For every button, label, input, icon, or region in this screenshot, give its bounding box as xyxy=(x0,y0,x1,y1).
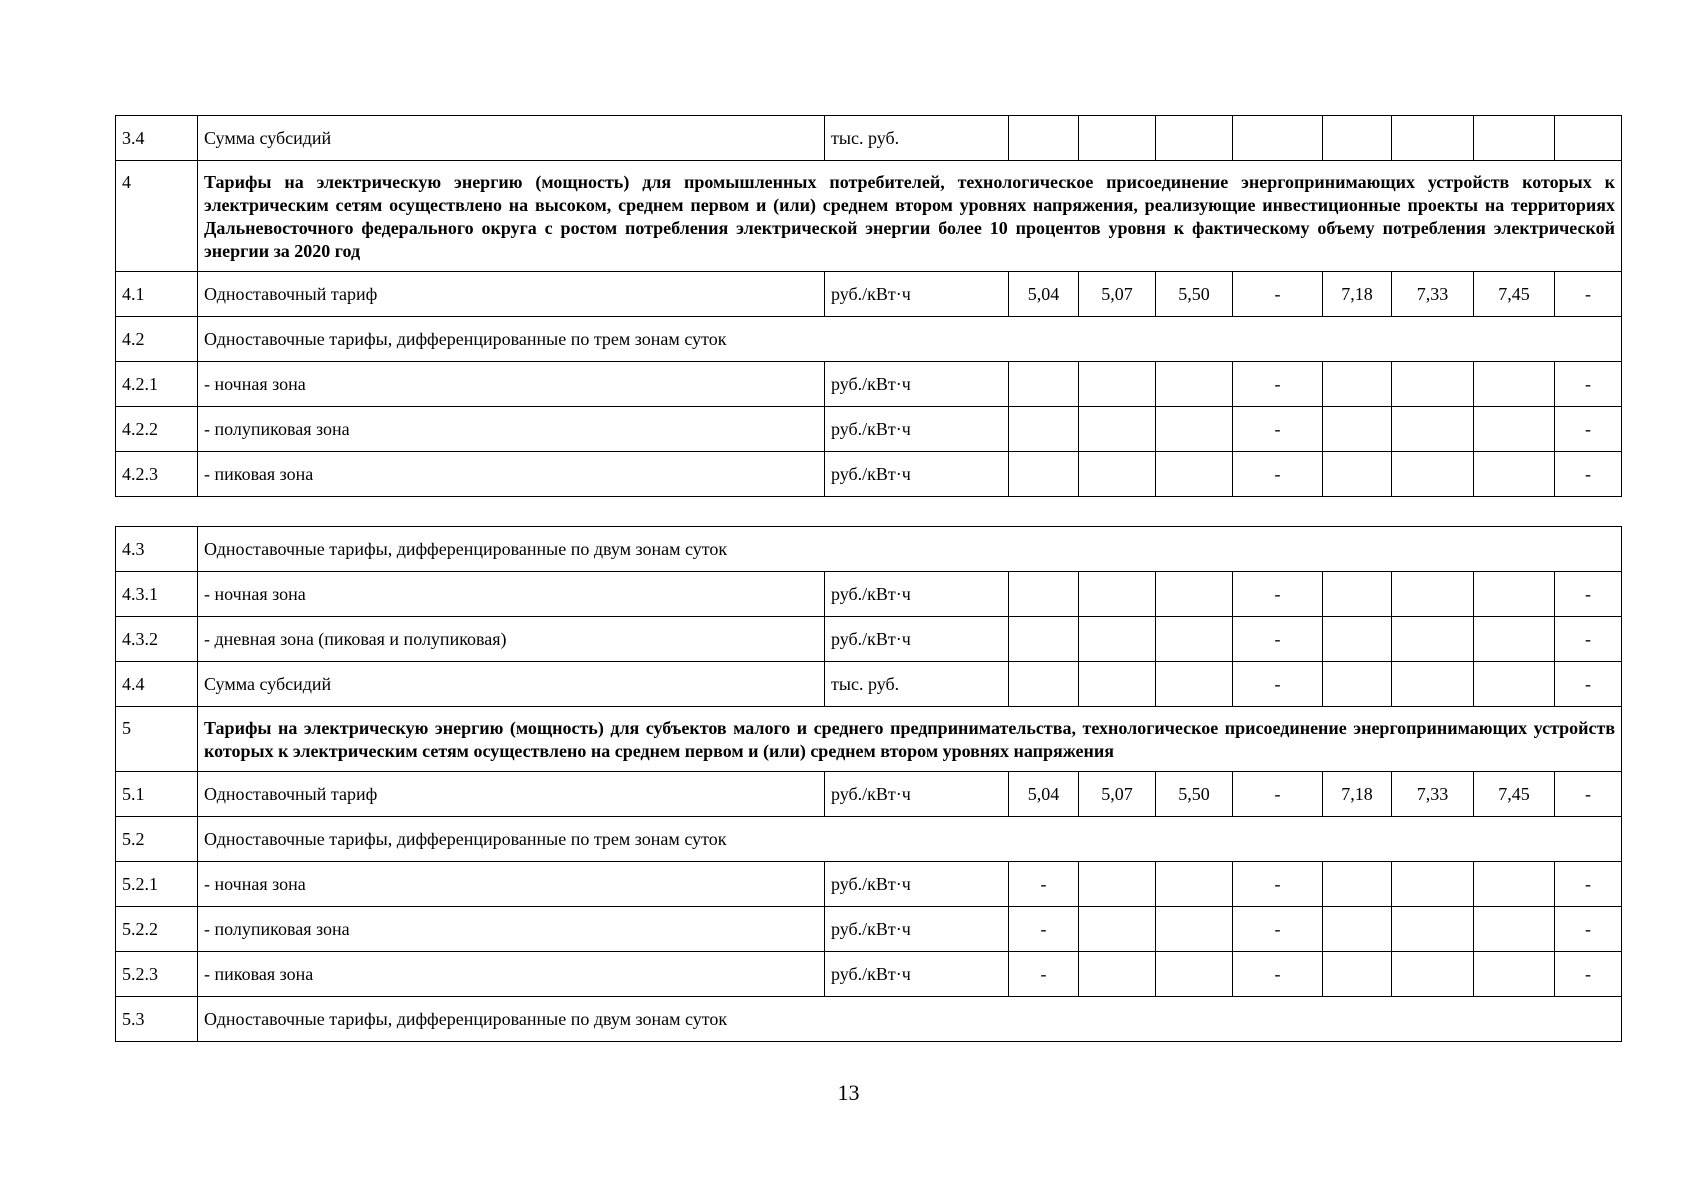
value-cell: 5,07 xyxy=(1079,772,1156,817)
subsection-title: Одноставочные тарифы, дифференцированные по двум зонам суток xyxy=(198,527,1622,572)
value-cell xyxy=(1156,662,1233,707)
value-cell xyxy=(1156,952,1233,997)
value-cell xyxy=(1392,662,1474,707)
value-cell xyxy=(1392,952,1474,997)
tariff-table-part-1 xyxy=(115,115,1622,497)
value-cell: - xyxy=(1233,452,1323,497)
row-unit: руб./кВт·ч xyxy=(825,572,1009,617)
row-number: 4.3.2 xyxy=(116,617,198,662)
value-cell xyxy=(1474,116,1555,161)
value-cell xyxy=(1079,572,1156,617)
table-row xyxy=(116,161,1622,272)
value-cell: - xyxy=(1233,662,1323,707)
value-cell xyxy=(1009,407,1079,452)
value-cell: - xyxy=(1555,407,1622,452)
row-number: 5 xyxy=(116,707,198,772)
value-cell: - xyxy=(1555,907,1622,952)
row-number: 5.2.3 xyxy=(116,952,198,997)
value-cell xyxy=(1156,362,1233,407)
value-cell xyxy=(1079,662,1156,707)
value-cell: 7,18 xyxy=(1323,772,1392,817)
value-cell: - xyxy=(1233,362,1323,407)
value-cell xyxy=(1392,907,1474,952)
row-unit: тыс. руб. xyxy=(825,116,1009,161)
value-cell: - xyxy=(1555,617,1622,662)
value-cell xyxy=(1392,407,1474,452)
value-cell: - xyxy=(1233,772,1323,817)
table-row xyxy=(116,452,1622,497)
tariff-table-part-1-body xyxy=(116,116,1622,497)
value-cell xyxy=(1323,952,1392,997)
value-cell xyxy=(1079,862,1156,907)
value-cell: - xyxy=(1009,862,1079,907)
value-cell xyxy=(1323,662,1392,707)
value-cell: - xyxy=(1555,272,1622,317)
row-number: 4 xyxy=(116,161,198,272)
value-cell xyxy=(1323,362,1392,407)
value-cell: 5,04 xyxy=(1009,272,1079,317)
value-cell: - xyxy=(1009,952,1079,997)
value-cell: - xyxy=(1233,407,1323,452)
tariff-table-part-2 xyxy=(115,526,1622,1042)
value-cell xyxy=(1079,407,1156,452)
row-name: Сумма субсидий xyxy=(198,662,825,707)
row-unit: руб./кВт·ч xyxy=(825,862,1009,907)
value-cell: - xyxy=(1009,907,1079,952)
value-cell: - xyxy=(1233,572,1323,617)
row-number: 5.2.2 xyxy=(116,907,198,952)
row-unit: тыс. руб. xyxy=(825,662,1009,707)
section-heading: Тарифы на электрическую энергию (мощность) для промышленных потребителей, технологическое присоединение энергопринимающих устройств которых к электрическим сетям осуществлено на высоком, среднем первом и (или) среднем втором уровнях напряжения, реализующие инвестиционные проекты на территориях Дальневосточного федерального округа с ростом потребления электрической энергии более 10 процентов уровня к фактическому объему потребления электрической энергии за 2020 год xyxy=(198,161,1622,272)
value-cell xyxy=(1156,572,1233,617)
value-cell: 5,50 xyxy=(1156,772,1233,817)
row-number: 4.2.3 xyxy=(116,452,198,497)
table-row xyxy=(116,317,1622,362)
row-number: 4.2.2 xyxy=(116,407,198,452)
table-row xyxy=(116,272,1622,317)
table-row xyxy=(116,707,1622,772)
value-cell xyxy=(1474,452,1555,497)
row-name: - пиковая зона xyxy=(198,452,825,497)
row-name: - ночная зона xyxy=(198,862,825,907)
row-name: - дневная зона (пиковая и полупиковая) xyxy=(198,617,825,662)
value-cell: 7,18 xyxy=(1323,272,1392,317)
value-cell xyxy=(1156,617,1233,662)
table-row xyxy=(116,527,1622,572)
row-unit: руб./кВт·ч xyxy=(825,452,1009,497)
row-number: 5.1 xyxy=(116,772,198,817)
value-cell xyxy=(1474,952,1555,997)
value-cell xyxy=(1323,452,1392,497)
row-name: - пиковая зона xyxy=(198,952,825,997)
value-cell: - xyxy=(1233,272,1323,317)
row-name: - полупиковая зона xyxy=(198,907,825,952)
row-number: 4.2.1 xyxy=(116,362,198,407)
value-cell xyxy=(1323,407,1392,452)
value-cell xyxy=(1156,862,1233,907)
table-row xyxy=(116,862,1622,907)
value-cell xyxy=(1079,116,1156,161)
row-number: 4.3.1 xyxy=(116,572,198,617)
value-cell: 5,50 xyxy=(1156,272,1233,317)
value-cell xyxy=(1474,572,1555,617)
value-cell: - xyxy=(1555,452,1622,497)
value-cell xyxy=(1156,407,1233,452)
value-cell xyxy=(1009,617,1079,662)
value-cell: - xyxy=(1555,772,1622,817)
value-cell xyxy=(1474,407,1555,452)
value-cell xyxy=(1474,617,1555,662)
value-cell: - xyxy=(1555,572,1622,617)
subsection-title: Одноставочные тарифы, дифференцированные по трем зонам суток xyxy=(198,817,1622,862)
subsection-title: Одноставочные тарифы, дифференцированные по двум зонам суток xyxy=(198,997,1622,1042)
row-unit: руб./кВт·ч xyxy=(825,772,1009,817)
value-cell: 7,33 xyxy=(1392,272,1474,317)
value-cell xyxy=(1392,362,1474,407)
value-cell xyxy=(1009,116,1079,161)
table-row xyxy=(116,997,1622,1042)
value-cell xyxy=(1474,662,1555,707)
row-name: Одноставочный тариф xyxy=(198,272,825,317)
value-cell xyxy=(1474,907,1555,952)
value-cell: - xyxy=(1555,862,1622,907)
value-cell: - xyxy=(1233,907,1323,952)
table-row xyxy=(116,617,1622,662)
value-cell xyxy=(1156,116,1233,161)
row-number: 4.2 xyxy=(116,317,198,362)
row-number: 5.3 xyxy=(116,997,198,1042)
row-number: 5.2.1 xyxy=(116,862,198,907)
value-cell xyxy=(1079,362,1156,407)
value-cell xyxy=(1392,452,1474,497)
value-cell: - xyxy=(1555,952,1622,997)
value-cell: - xyxy=(1233,862,1323,907)
value-cell xyxy=(1323,907,1392,952)
value-cell xyxy=(1323,617,1392,662)
value-cell xyxy=(1009,452,1079,497)
value-cell: 5,04 xyxy=(1009,772,1079,817)
table-row xyxy=(116,362,1622,407)
table-row xyxy=(116,572,1622,617)
value-cell xyxy=(1009,572,1079,617)
row-name: - ночная зона xyxy=(198,362,825,407)
value-cell xyxy=(1079,617,1156,662)
row-name: - ночная зона xyxy=(198,572,825,617)
value-cell: 5,07 xyxy=(1079,272,1156,317)
value-cell xyxy=(1323,116,1392,161)
table-row xyxy=(116,907,1622,952)
value-cell: 7,45 xyxy=(1474,272,1555,317)
page-number: 13 xyxy=(837,1080,860,1105)
subsection-title: Одноставочные тарифы, дифференцированные по трем зонам суток xyxy=(198,317,1622,362)
value-cell xyxy=(1555,116,1622,161)
table-row xyxy=(116,952,1622,997)
value-cell xyxy=(1233,116,1323,161)
row-unit: руб./кВт·ч xyxy=(825,407,1009,452)
value-cell xyxy=(1392,617,1474,662)
value-cell xyxy=(1323,572,1392,617)
table-row xyxy=(116,662,1622,707)
value-cell: 7,45 xyxy=(1474,772,1555,817)
value-cell: 7,33 xyxy=(1392,772,1474,817)
value-cell xyxy=(1156,452,1233,497)
value-cell xyxy=(1079,907,1156,952)
tariff-table-part-2-body xyxy=(116,527,1622,1042)
table-row xyxy=(116,817,1622,862)
row-number: 4.1 xyxy=(116,272,198,317)
row-unit: руб./кВт·ч xyxy=(825,362,1009,407)
value-cell xyxy=(1079,452,1156,497)
value-cell xyxy=(1156,907,1233,952)
table-row xyxy=(116,407,1622,452)
value-cell xyxy=(1009,662,1079,707)
row-number: 5.2 xyxy=(116,817,198,862)
value-cell xyxy=(1474,362,1555,407)
row-number: 3.4 xyxy=(116,116,198,161)
value-cell xyxy=(1392,862,1474,907)
value-cell: - xyxy=(1233,617,1323,662)
value-cell xyxy=(1323,862,1392,907)
section-heading: Тарифы на электрическую энергию (мощность) для субъектов малого и среднего предпринимательства, технологическое присоединение энергопринимающих устройств которых к электрическим сетям осуществлено на среднем первом и (или) среднем втором уровнях напряжения xyxy=(198,707,1622,772)
value-cell: - xyxy=(1555,662,1622,707)
value-cell xyxy=(1392,572,1474,617)
value-cell xyxy=(1009,362,1079,407)
row-unit: руб./кВт·ч xyxy=(825,952,1009,997)
value-cell xyxy=(1392,116,1474,161)
row-name: Сумма субсидий xyxy=(198,116,825,161)
value-cell xyxy=(1474,862,1555,907)
table-row xyxy=(116,772,1622,817)
row-unit: руб./кВт·ч xyxy=(825,617,1009,662)
row-name: - полупиковая зона xyxy=(198,407,825,452)
value-cell xyxy=(1079,952,1156,997)
row-unit: руб./кВт·ч xyxy=(825,272,1009,317)
row-number: 4.4 xyxy=(116,662,198,707)
row-number: 4.3 xyxy=(116,527,198,572)
table-row xyxy=(116,116,1622,161)
value-cell: - xyxy=(1555,362,1622,407)
value-cell: - xyxy=(1233,952,1323,997)
row-name: Одноставочный тариф xyxy=(198,772,825,817)
row-unit: руб./кВт·ч xyxy=(825,907,1009,952)
